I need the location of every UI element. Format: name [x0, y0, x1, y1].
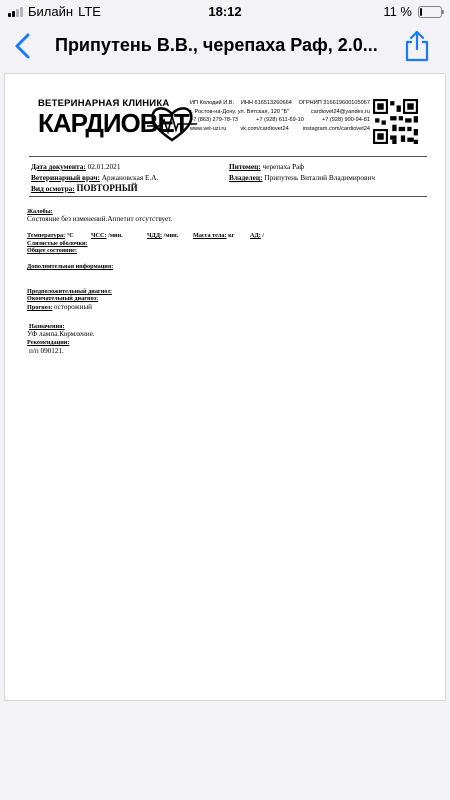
visit-row	[31, 183, 138, 193]
status-bar	[0, 0, 450, 24]
carrier-label: Билайн	[28, 4, 74, 19]
phone-1: +7 (863) 279-78-73	[190, 117, 239, 123]
status-right	[383, 4, 442, 19]
divider-top	[29, 156, 427, 157]
doctor-value: Аржановская Е.А.	[101, 173, 159, 182]
phone-3: +7 (928) 900-94-81	[321, 117, 370, 123]
clinic-contacts	[190, 99, 370, 133]
ip-text: ИП Колодий И.В.	[190, 100, 235, 106]
address-text: г. Ростов-на-Дону, ул. Вятская, 120 "Б"	[190, 108, 290, 115]
bp-field: АД: /	[250, 232, 265, 239]
date-label: Дата документа:	[31, 162, 86, 171]
ogrnip-text: ОГРНИП 316619600105067	[298, 100, 370, 106]
network-label: LTE	[78, 4, 101, 19]
doctor-row	[31, 173, 158, 182]
complaints-value: Состояние без изменений.Аппетит отсутствует.	[27, 215, 173, 223]
document-title: Припутень В.В., черепаха Раф, 2.0...	[55, 35, 378, 55]
temp-field: Температура: °С	[27, 232, 74, 239]
general-label: Общее состояние:	[27, 247, 77, 254]
vk-text: vk.com/cardiovet24	[240, 125, 289, 132]
visit-label: Вид осмотра:	[31, 184, 75, 193]
nav-bar	[0, 26, 450, 68]
date-row	[31, 162, 120, 171]
hr-field: ЧСС: /мин.	[91, 232, 123, 239]
pet-label: Питомец:	[229, 162, 261, 171]
doctor-label: Ветеринарный врач:	[31, 173, 100, 182]
recommendations-value: п/п 090121.	[29, 347, 64, 355]
clock: 18:12	[208, 4, 242, 19]
inn-text: ИНН 616513260664	[240, 100, 292, 106]
weight-field: Масса тела: кг	[193, 232, 235, 239]
website-text: www.vet-uzi.ru	[190, 125, 227, 132]
battery-icon	[418, 6, 442, 18]
visit-value: ПОВТОРНЫЙ	[76, 183, 138, 193]
clinic-subtitle: ВЕТЕРИНАРНАЯ КЛИНИКА	[38, 98, 170, 109]
share-icon[interactable]	[404, 30, 430, 62]
prescriptions-label: Назначения:	[29, 323, 65, 330]
email-text: cardiovet24@yandex.ru	[310, 108, 370, 115]
clinic-logo-name: КАРДИОВЕТ	[38, 108, 189, 138]
rr-field: ЧДД: /мин.	[147, 232, 179, 239]
final-diagnosis-label: Окончательный диагноз:	[27, 295, 99, 302]
owner-row	[229, 173, 375, 182]
divider-bottom	[29, 196, 427, 197]
pet-value: черепаха Раф	[262, 162, 305, 171]
prescriptions-value: УФ лампа.Кормление.	[27, 330, 95, 338]
qr-code-icon	[373, 99, 418, 144]
prognosis-row: Прогноз: осторожный	[27, 303, 93, 311]
prelim-diagnosis-label: Предположительный диагноз:	[27, 288, 112, 295]
owner-value: Припутень Виталий Владимирович	[264, 173, 376, 182]
owner-label: Владелец:	[229, 173, 263, 182]
battery-percent: 11 %	[383, 4, 412, 19]
document-page	[4, 73, 446, 701]
back-chevron-icon[interactable]	[12, 32, 36, 60]
prognosis-value: осторожный	[53, 303, 93, 311]
mucosa-label: Слизистые оболочки:	[27, 240, 88, 247]
date-value: 02.01.2021	[87, 162, 121, 171]
phone-2: +7 (928) 611-69-10	[256, 117, 304, 123]
recommendations-label: Рекомендации:	[27, 339, 70, 346]
pet-row	[229, 162, 304, 171]
instagram-text: instagram.com/cardiovet24	[302, 125, 370, 132]
clinic-header	[35, 98, 425, 148]
extra-info-label: Дополнительная информация:	[27, 263, 114, 270]
complaints-label: Жалобы:	[27, 208, 53, 215]
